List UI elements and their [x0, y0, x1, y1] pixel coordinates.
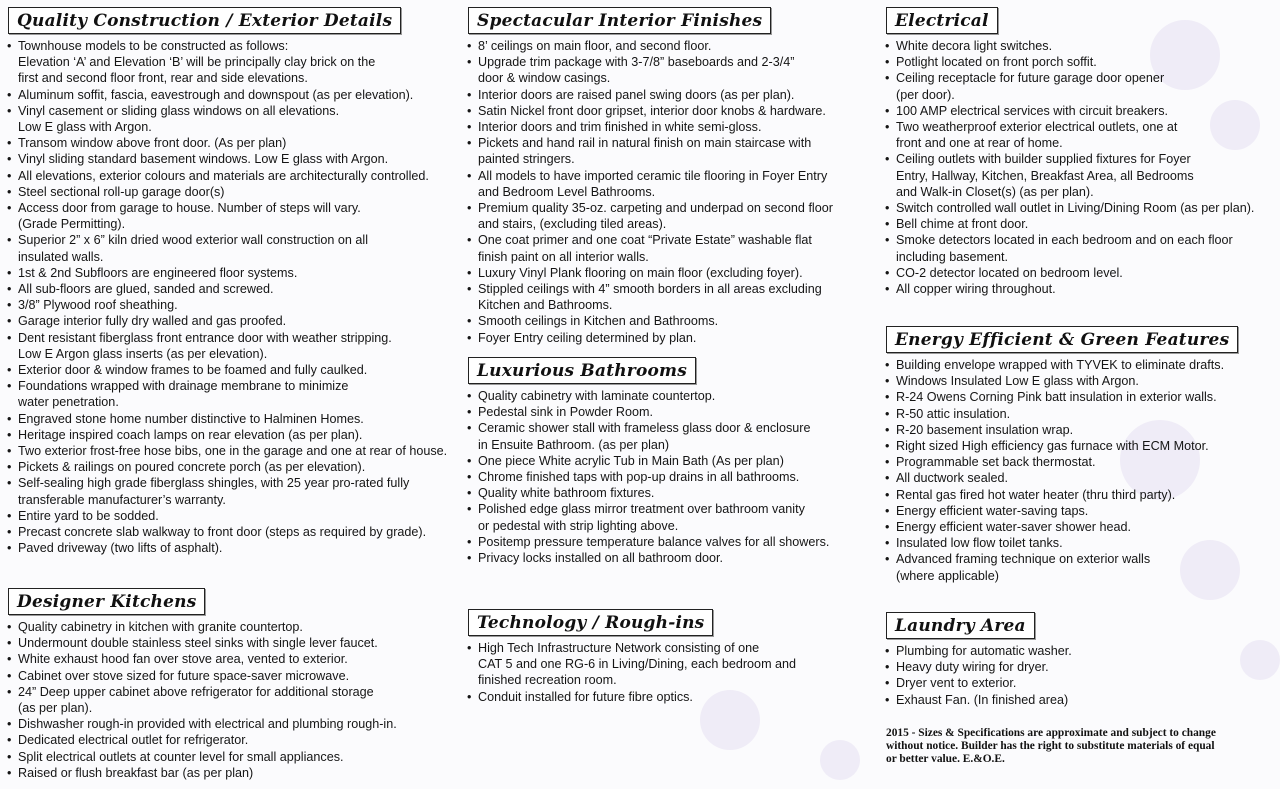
section-quality-construction — [6, 7, 466, 557]
item-list — [884, 38, 1280, 297]
list-item: • 8’ ceilings on main floor, and second floor. — [466, 38, 876, 54]
list-item: • Satin Nickel front door gripset, interior door knobs & hardware. — [466, 103, 876, 119]
list-item: • Smooth ceilings in Kitchen and Bathrooms. — [466, 313, 876, 329]
list-item: • Dedicated electrical outlet for refrigerator. — [6, 732, 466, 748]
list-item: • Ceiling outlets with builder supplied fixtures for Foyer Entry, Hallway, Kitchen, Breakfast Area, all Bedrooms and Walk-in Closet(s) (as per plan). — [884, 151, 1280, 200]
list-item: • Bell chime at front door. — [884, 216, 1280, 232]
list-item: • Self-sealing high grade fiberglass shingles, with 25 year pro-rated fully transferable manufacturer’s warranty. — [6, 475, 466, 507]
list-item: • Aluminum soffit, fascia, eavestrough and downspout (as per elevation). — [6, 87, 466, 103]
list-item: • Dishwasher rough-in provided with electrical and plumbing rough-in. — [6, 716, 466, 732]
list-item: • R-20 basement insulation wrap. — [884, 422, 1280, 438]
list-item: • Rental gas fired hot water heater (thru third party). — [884, 487, 1280, 503]
list-item: • Access door from garage to house. Number of steps will vary. (Grade Permitting). — [6, 200, 466, 232]
list-item: • Luxury Vinyl Plank flooring on main floor (excluding foyer). — [466, 265, 876, 281]
list-item: • Interior doors are raised panel swing doors (as per plan). — [466, 87, 876, 103]
section-heading: Technology / Rough-ins — [468, 609, 713, 636]
list-item: • Two weatherproof exterior electrical outlets, one at front and one at rear of home. — [884, 119, 1280, 151]
list-item: • Dryer vent to exterior. — [884, 675, 1280, 691]
list-item: • Raised or flush breakfast bar (as per plan) — [6, 765, 466, 781]
list-item: • Precast concrete slab walkway to front door (steps as required by grade). — [6, 524, 466, 540]
list-item: • CO-2 detector located on bedroom level. — [884, 265, 1280, 281]
list-item: • 24” Deep upper cabinet above refrigerator for additional storage (as per plan). — [6, 684, 466, 716]
list-item: • Pickets & railings on poured concrete porch (as per elevation). — [6, 459, 466, 475]
list-item: • Quality cabinetry with laminate countertop. — [466, 388, 876, 404]
section-heading: Luxurious Bathrooms — [468, 357, 696, 384]
list-item: • Superior 2” x 6” kiln dried wood exterior wall construction on all insulated walls. — [6, 232, 466, 264]
section-interior-finishes — [466, 7, 876, 346]
list-item: • All ductwork sealed. — [884, 470, 1280, 486]
list-item: • Advanced framing technique on exterior walls (where applicable) — [884, 551, 1280, 583]
list-item: • Privacy locks installed on all bathroom door. — [466, 550, 876, 566]
list-item: • Energy efficient water-saver shower head. — [884, 519, 1280, 535]
list-item: • Premium quality 35-oz. carpeting and underpad on second floor and stairs, (excluding tiled areas). — [466, 200, 876, 232]
list-item: • 3/8” Plywood roof sheathing. — [6, 297, 466, 313]
list-item: • One piece White acrylic Tub in Main Bath (As per plan) — [466, 453, 876, 469]
list-item: • Vinyl sliding standard basement windows. Low E glass with Argon. — [6, 151, 466, 167]
list-item: • Chrome finished taps with pop-up drains in all bathrooms. — [466, 469, 876, 485]
list-item: • 1st & 2nd Subfloors are engineered floor systems. — [6, 265, 466, 281]
section-heading: Spectacular Interior Finishes — [468, 7, 771, 34]
item-list — [884, 357, 1280, 584]
section-heading: Designer Kitchens — [8, 588, 205, 615]
list-item: • All copper wiring throughout. — [884, 281, 1280, 297]
list-item: • Cabinet over stove sized for future space-saver microwave. — [6, 668, 466, 684]
list-item: • Insulated low flow toilet tanks. — [884, 535, 1280, 551]
list-item: • All sub-floors are glued, sanded and screwed. — [6, 281, 466, 297]
list-item: • White decora light switches. — [884, 38, 1280, 54]
item-list — [466, 388, 876, 566]
list-item: • Building envelope wrapped with TYVEK to eliminate drafts. — [884, 357, 1280, 373]
list-item: • Vinyl casement or sliding glass windows on all elevations. Low E glass with Argon. — [6, 103, 466, 135]
list-item: • Conduit installed for future fibre optics. — [466, 689, 876, 705]
section-luxurious-bathrooms — [466, 357, 876, 566]
list-item: • Positemp pressure temperature balance valves for all showers. — [466, 534, 876, 550]
list-item: • Quality cabinetry in kitchen with granite countertop. — [6, 619, 466, 635]
list-item: • Ceramic shower stall with frameless glass door & enclosure in Ensuite Bathroom. (as per plan) — [466, 420, 876, 452]
section-technology-rough-ins — [466, 609, 876, 705]
list-item: • Windows Insulated Low E glass with Argon. — [884, 373, 1280, 389]
list-item: • Ceiling receptacle for future garage door opener (per door). — [884, 70, 1280, 102]
list-item: • 100 AMP electrical services with circuit breakers. — [884, 103, 1280, 119]
list-item: • Undermount double stainless steel sinks with single lever faucet. — [6, 635, 466, 651]
list-item: • Exterior door & window frames to be foamed and fully caulked. — [6, 362, 466, 378]
list-item: • Upgrade trim package with 3-7/8” baseboards and 2-3/4” door & window casings. — [466, 54, 876, 86]
list-item: • Two exterior frost-free hose bibs, one in the garage and one at rear of house. — [6, 443, 466, 459]
section-heading: Quality Construction / Exterior Details — [8, 7, 401, 34]
list-item: • Entire yard to be sodded. — [6, 508, 466, 524]
list-item: • Exhaust Fan. (In finished area) — [884, 692, 1280, 708]
list-item: • Garage interior fully dry walled and gas proofed. — [6, 313, 466, 329]
item-list — [884, 643, 1280, 708]
section-laundry-area — [884, 612, 1280, 708]
list-item: • Stippled ceilings with 4” smooth borders in all areas excluding Kitchen and Bathrooms. — [466, 281, 876, 313]
list-item: • Right sized High efficiency gas furnace with ECM Motor. — [884, 438, 1280, 454]
list-item: • Heavy duty wiring for dryer. — [884, 659, 1280, 675]
item-list — [6, 619, 466, 781]
section-energy-efficient — [884, 326, 1280, 584]
list-item: • Interior doors and trim finished in white semi-gloss. — [466, 119, 876, 135]
list-item: • Steel sectional roll-up garage door(s) — [6, 184, 466, 200]
item-list — [466, 640, 876, 705]
disclaimer-note: 2015 - Sizes & Specifications are approximate and subject to change without notice. Builder has the right to substitute materials of equal or better value. E.&O.E. — [886, 727, 1216, 766]
list-item: • R-50 attic insulation. — [884, 406, 1280, 422]
item-list — [466, 38, 876, 346]
list-item: • R-24 Owens Corning Pink batt insulation in exterior walls. — [884, 389, 1280, 405]
list-item: • Heritage inspired coach lamps on rear elevation (as per plan). — [6, 427, 466, 443]
list-item: • Foundations wrapped with drainage membrane to minimize water penetration. — [6, 378, 466, 410]
list-item: • Foyer Entry ceiling determined by plan. — [466, 330, 876, 346]
item-list — [6, 38, 466, 557]
list-item: • Townhouse models to be constructed as follows: Elevation ‘A’ and Elevation ‘B’ will be principally clay brick on the first and second floor front, rear and side elevations. — [6, 38, 466, 87]
section-heading: Laundry Area — [886, 612, 1035, 639]
section-designer-kitchens — [6, 588, 466, 781]
list-item: • Transom window above front door. (As per plan) — [6, 135, 466, 151]
section-heading: Energy Efficient & Green Features — [886, 326, 1238, 353]
list-item: • Polished edge glass mirror treatment over bathroom vanity or pedestal with strip lighting above. — [466, 501, 876, 533]
list-item: • Split electrical outlets at counter level for small appliances. — [6, 749, 466, 765]
list-item: • All elevations, exterior colours and materials are architecturally controlled. — [6, 168, 466, 184]
list-item: • White exhaust hood fan over stove area, vented to exterior. — [6, 651, 466, 667]
list-item: • Smoke detectors located in each bedroom and on each floor including basement. — [884, 232, 1280, 264]
list-item: • All models to have imported ceramic tile flooring in Foyer Entry and Bedroom Level Bathrooms. — [466, 168, 876, 200]
list-item: • High Tech Infrastructure Network consisting of one CAT 5 and one RG-6 in Living/Dining, each bedroom and finished recreation room. — [466, 640, 876, 689]
list-item: • Programmable set back thermostat. — [884, 454, 1280, 470]
list-item: • Pickets and hand rail in natural finish on main staircase with painted stringers. — [466, 135, 876, 167]
list-item: • Paved driveway (two lifts of asphalt). — [6, 540, 466, 556]
list-item: • Pedestal sink in Powder Room. — [466, 404, 876, 420]
list-item: • Dent resistant fiberglass front entrance door with weather stripping. Low E Argon glass inserts (as per elevation). — [6, 330, 466, 362]
section-heading: Electrical — [886, 7, 998, 34]
list-item: • Switch controlled wall outlet in Living/Dining Room (as per plan). — [884, 200, 1280, 216]
list-item: • Quality white bathroom fixtures. — [466, 485, 876, 501]
list-item: • One coat primer and one coat “Private Estate” washable flat finish paint on all interior walls. — [466, 232, 876, 264]
list-item: • Engraved stone home number distinctive to Halminen Homes. — [6, 411, 466, 427]
list-item: • Potlight located on front porch soffit. — [884, 54, 1280, 70]
list-item: • Energy efficient water-saving taps. — [884, 503, 1280, 519]
list-item: • Plumbing for automatic washer. — [884, 643, 1280, 659]
section-electrical — [884, 7, 1280, 297]
